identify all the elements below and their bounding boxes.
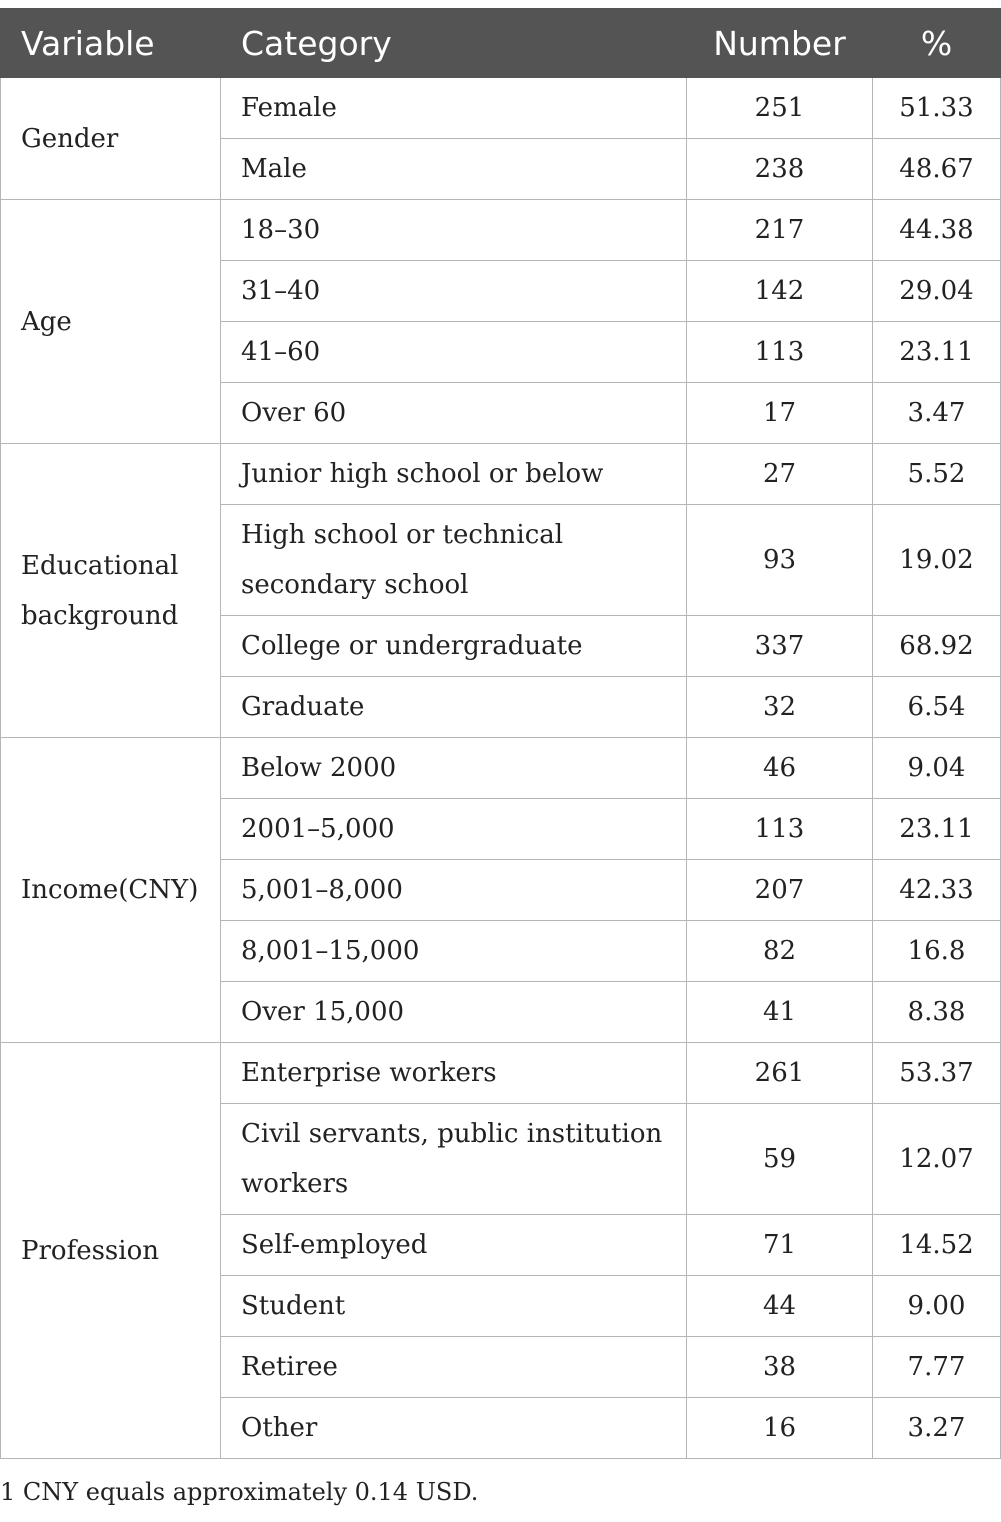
variable-cell: Gender xyxy=(1,78,221,200)
header-row xyxy=(1,9,1001,78)
percent-cell: 44.38 xyxy=(873,200,1001,261)
percent-cell: 23.11 xyxy=(873,322,1001,383)
header-number: Number xyxy=(687,9,873,78)
category-cell: Graduate xyxy=(221,677,687,738)
table-row xyxy=(1,738,1001,799)
category-cell: 5,001–8,000 xyxy=(221,860,687,921)
number-cell: 82 xyxy=(687,921,873,982)
number-cell: 113 xyxy=(687,799,873,860)
percent-cell: 42.33 xyxy=(873,860,1001,921)
table-row xyxy=(1,444,1001,505)
category-cell: Over 15,000 xyxy=(221,982,687,1043)
variable-cell: Age xyxy=(1,200,221,444)
category-cell: High school or technical secondary school xyxy=(221,505,687,616)
percent-cell: 14.52 xyxy=(873,1215,1001,1276)
percent-cell: 3.47 xyxy=(873,383,1001,444)
number-cell: 27 xyxy=(687,444,873,505)
number-cell: 41 xyxy=(687,982,873,1043)
number-cell: 17 xyxy=(687,383,873,444)
percent-cell: 23.11 xyxy=(873,799,1001,860)
category-cell: Self-employed xyxy=(221,1215,687,1276)
demographics-table xyxy=(0,8,1001,1459)
table-row xyxy=(1,78,1001,139)
number-cell: 337 xyxy=(687,616,873,677)
number-cell: 16 xyxy=(687,1398,873,1459)
table-row xyxy=(1,200,1001,261)
variable-cell: Educational background xyxy=(1,444,221,738)
category-cell: Male xyxy=(221,139,687,200)
number-cell: 71 xyxy=(687,1215,873,1276)
category-cell: Student xyxy=(221,1276,687,1337)
percent-cell: 9.00 xyxy=(873,1276,1001,1337)
category-cell: College or undergraduate xyxy=(221,616,687,677)
number-cell: 217 xyxy=(687,200,873,261)
percent-cell: 6.54 xyxy=(873,677,1001,738)
header-variable: Variable xyxy=(1,9,221,78)
category-cell: Civil servants, public institution workers xyxy=(221,1104,687,1215)
number-cell: 46 xyxy=(687,738,873,799)
percent-cell: 16.8 xyxy=(873,921,1001,982)
percent-cell: 5.52 xyxy=(873,444,1001,505)
number-cell: 32 xyxy=(687,677,873,738)
variable-cell: Income(CNY) xyxy=(1,738,221,1043)
percent-cell: 53.37 xyxy=(873,1043,1001,1104)
percent-cell: 8.38 xyxy=(873,982,1001,1043)
table-row xyxy=(1,1043,1001,1104)
percent-cell: 48.67 xyxy=(873,139,1001,200)
header-category: Category xyxy=(221,9,687,78)
number-cell: 93 xyxy=(687,505,873,616)
category-cell: 41–60 xyxy=(221,322,687,383)
percent-cell: 12.07 xyxy=(873,1104,1001,1215)
percent-cell: 51.33 xyxy=(873,78,1001,139)
category-cell: Below 2000 xyxy=(221,738,687,799)
percent-cell: 68.92 xyxy=(873,616,1001,677)
percent-cell: 29.04 xyxy=(873,261,1001,322)
category-cell: Enterprise workers xyxy=(221,1043,687,1104)
category-cell: 2001–5,000 xyxy=(221,799,687,860)
percent-cell: 9.04 xyxy=(873,738,1001,799)
category-cell: Over 60 xyxy=(221,383,687,444)
number-cell: 59 xyxy=(687,1104,873,1215)
number-cell: 38 xyxy=(687,1337,873,1398)
number-cell: 113 xyxy=(687,322,873,383)
percent-cell: 7.77 xyxy=(873,1337,1001,1398)
category-cell: Junior high school or below xyxy=(221,444,687,505)
number-cell: 142 xyxy=(687,261,873,322)
number-cell: 44 xyxy=(687,1276,873,1337)
percent-cell: 3.27 xyxy=(873,1398,1001,1459)
number-cell: 207 xyxy=(687,860,873,921)
category-cell: Female xyxy=(221,78,687,139)
category-cell: 18–30 xyxy=(221,200,687,261)
number-cell: 261 xyxy=(687,1043,873,1104)
category-cell: 8,001–15,000 xyxy=(221,921,687,982)
variable-cell: Profession xyxy=(1,1043,221,1459)
percent-cell: 19.02 xyxy=(873,505,1001,616)
number-cell: 251 xyxy=(687,78,873,139)
table-footnote: 1 CNY equals approximately 0.14 USD. xyxy=(0,1478,479,1506)
category-cell: 31–40 xyxy=(221,261,687,322)
category-cell: Retiree xyxy=(221,1337,687,1398)
number-cell: 238 xyxy=(687,139,873,200)
category-cell: Other xyxy=(221,1398,687,1459)
header-percent: % xyxy=(873,9,1001,78)
